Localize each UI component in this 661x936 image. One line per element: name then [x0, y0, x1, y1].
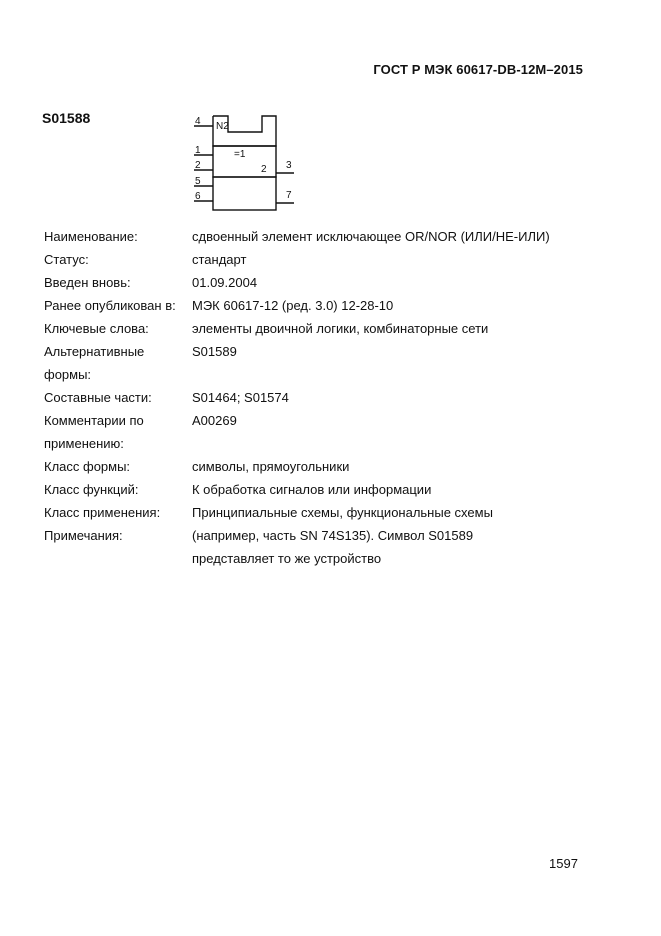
pin-5-label: 5 — [195, 176, 201, 187]
attribute-label-line: Наименование: — [44, 229, 138, 244]
pin-2-label: 2 — [195, 160, 201, 171]
attribute-value-line: A00269 — [192, 413, 237, 428]
symbol-code: S01588 — [42, 110, 91, 126]
n2-label: N2 — [216, 121, 229, 132]
attribute-value — [192, 340, 604, 386]
attribute-value-line: элементы двоичной логики, комбинаторные сети — [192, 321, 489, 336]
attribute-value — [192, 248, 604, 271]
attribute-value — [192, 386, 604, 409]
attribute-row — [44, 317, 604, 340]
attribute-value-line: (например, часть SN 74S135). Символ S01589 — [192, 528, 474, 543]
attribute-label-line: Примечания: — [44, 528, 123, 543]
attribute-value-line: представляет то же устройство — [192, 551, 382, 566]
pin-7-label: 7 — [286, 190, 292, 201]
attribute-label — [44, 386, 192, 409]
attribute-label — [44, 455, 192, 478]
attribute-row — [44, 271, 604, 294]
attribute-label — [44, 340, 192, 386]
pin-1-label: 1 — [195, 145, 201, 156]
attribute-value-line: МЭК 60617-12 (ред. 3.0) 12-28-10 — [192, 298, 394, 313]
attribute-label-line: Альтернативные — [44, 344, 145, 359]
attribute-row — [44, 294, 604, 317]
xor-gate-symbol — [188, 112, 308, 212]
attribute-row — [44, 524, 604, 570]
attribute-label — [44, 501, 192, 524]
attribute-value — [192, 294, 604, 317]
attribute-row — [44, 248, 604, 271]
attribute-value — [192, 317, 604, 340]
attribute-label-line: Комментарии по — [44, 413, 144, 428]
attribute-table — [44, 225, 604, 570]
attribute-label — [44, 524, 192, 570]
attribute-label-line: применению: — [44, 436, 124, 451]
attribute-value-line: символы, прямоугольники — [192, 459, 350, 474]
attribute-label-line: Статус: — [44, 252, 89, 267]
output-2-label: 2 — [261, 164, 267, 175]
attribute-label-line: Ранее опубликован в: — [44, 298, 176, 313]
attribute-value — [192, 225, 604, 248]
attribute-value — [192, 524, 604, 570]
pin-6-label: 6 — [195, 191, 201, 202]
attribute-value — [192, 455, 604, 478]
attribute-value-line: сдвоенный элемент исключающее OR/NOR (ИЛИ/НЕ-ИЛИ) — [192, 229, 550, 244]
attribute-value — [192, 271, 604, 294]
attribute-label-line: Ключевые слова: — [44, 321, 149, 336]
attribute-row — [44, 409, 604, 455]
attribute-label — [44, 225, 192, 248]
pin-4-label: 4 — [195, 116, 201, 127]
attribute-label — [44, 317, 192, 340]
attribute-label — [44, 478, 192, 501]
attribute-row — [44, 340, 604, 386]
pin-3-label: 3 — [286, 160, 292, 171]
attribute-label — [44, 294, 192, 317]
attribute-label-line: Класс функций: — [44, 482, 139, 497]
attribute-value — [192, 478, 604, 501]
attribute-label-line: Введен вновь: — [44, 275, 131, 290]
attribute-row — [44, 225, 604, 248]
attribute-label-line: Класс формы: — [44, 459, 131, 474]
page-number: 1597 — [549, 856, 578, 871]
attribute-value — [192, 409, 604, 455]
attribute-label-line: Составные части: — [44, 390, 152, 405]
attribute-row — [44, 501, 604, 524]
attribute-label-line: Класс применения: — [44, 505, 161, 520]
function-label: =1 — [234, 149, 246, 160]
document-header: ГОСТ Р МЭК 60617-DB-12M–2015 — [373, 62, 583, 77]
attribute-value-line: К обработка сигналов или информации — [192, 482, 432, 497]
attribute-value-line: S01464; S01574 — [192, 390, 289, 405]
attribute-value-line: S01589 — [192, 344, 237, 359]
attribute-label — [44, 409, 192, 455]
attribute-row — [44, 455, 604, 478]
attribute-label — [44, 248, 192, 271]
attribute-row — [44, 386, 604, 409]
attribute-value-line: 01.09.2004 — [192, 275, 258, 290]
attribute-value-line: стандарт — [192, 252, 247, 267]
attribute-value — [192, 501, 604, 524]
attribute-label-line: формы: — [44, 367, 92, 382]
attribute-row — [44, 478, 604, 501]
attribute-label — [44, 271, 192, 294]
attribute-value-line: Принципиальные схемы, функциональные схемы — [192, 505, 493, 520]
